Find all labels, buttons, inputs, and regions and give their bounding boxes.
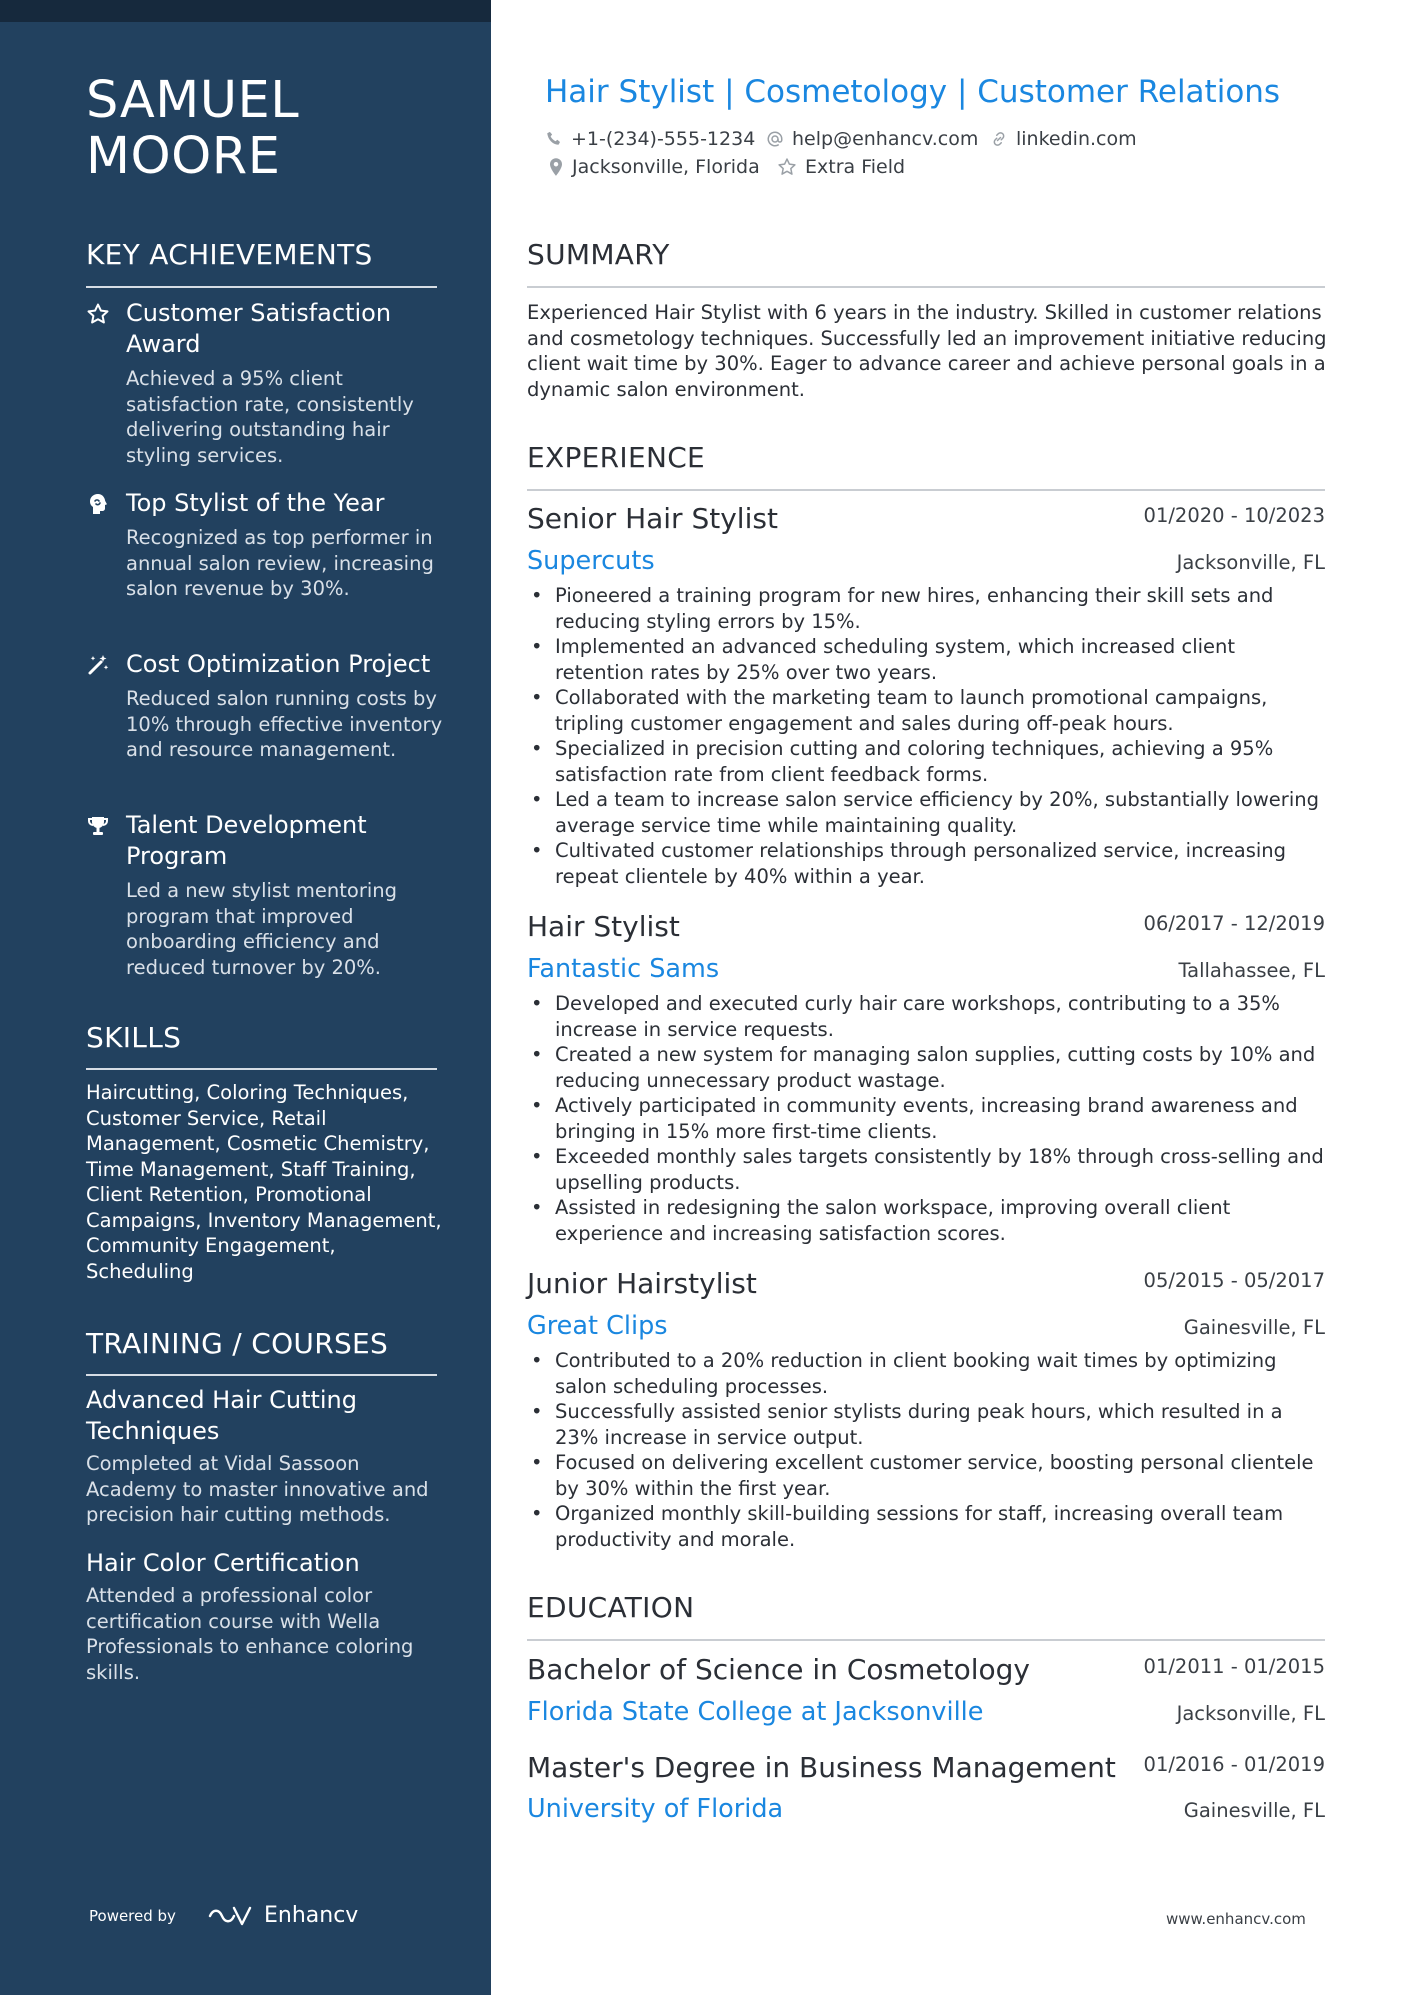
achievements-heading: KEY ACHIEVEMENTS	[86, 238, 373, 271]
edu-school: University of Florida	[527, 1794, 784, 1824]
job-role: Senior Hair Stylist	[527, 502, 778, 535]
course-desc: Attended a professional color certification course with Wella Professionals to enhance coloring skills.	[86, 1584, 414, 1684]
achievement-item	[86, 298, 446, 468]
courses-rule	[86, 1374, 437, 1376]
job-dates: 05/2015 - 05/2017	[1143, 1269, 1325, 1292]
job-location: Jacksonville, FL	[1176, 551, 1325, 574]
location-pin-icon	[548, 157, 564, 177]
achievement-item	[86, 488, 446, 602]
bullet-item: • Led a team to increase salon service efficiency by 20%, substantially lowering average service time while maintaining quality.	[527, 787, 1327, 838]
candidate-name	[86, 73, 299, 185]
sidebar	[0, 0, 491, 1995]
achievement-desc: Achieved a 95% client satisfaction rate, consistently delivering outstanding hair styling services.	[126, 367, 414, 467]
achievement-item	[86, 649, 446, 763]
email-text: help@enhancv.com	[792, 128, 979, 150]
link-text: linkedin.com	[1016, 128, 1137, 150]
headline: Hair Stylist | Cosmetology | Customer Relations	[545, 74, 1281, 110]
contact-link[interactable]	[990, 128, 1137, 150]
edu-header	[527, 1751, 1325, 1785]
bullet-item: • Contributed to a 20% reduction in client booking wait times by optimizing salon scheduling processes.	[527, 1348, 1327, 1399]
job-dates: 01/2020 - 10/2023	[1143, 504, 1325, 527]
wand-icon	[86, 653, 110, 677]
bullet-item: • Successfully assisted senior stylists during peak hours, which resulted in a 23% increase in service output.	[527, 1399, 1327, 1450]
achievement-title: Talent Development Program	[126, 811, 367, 870]
education-rule	[527, 1639, 1325, 1641]
powered-by-label: Powered by	[89, 1907, 176, 1925]
phone-text: +1-(234)-555-1234	[571, 128, 756, 150]
contact-phone[interactable]	[545, 128, 755, 150]
sidebar-top-bar	[0, 0, 491, 22]
name-first: SAMUEL	[86, 71, 300, 130]
job-bullets	[527, 991, 1327, 1246]
courses-heading: TRAINING / COURSES	[86, 1327, 389, 1360]
job-location: Tallahassee, FL	[1178, 959, 1325, 982]
bullet-item: • Implemented an advanced scheduling system, which increased client retention rates by 25% over two years.	[527, 634, 1327, 685]
job-dates: 06/2017 - 12/2019	[1143, 912, 1325, 935]
job-company-row	[527, 544, 1325, 578]
course-title: Advanced Hair Cutting Techniques	[86, 1386, 357, 1445]
experience-rule	[527, 489, 1325, 491]
bullet-item: • Pioneered a training program for new hires, enhancing their skill sets and reducing styling errors by 15%.	[527, 583, 1327, 634]
enhancv-logo-icon	[208, 1904, 254, 1928]
brain-icon	[86, 492, 110, 516]
star-icon	[86, 302, 110, 326]
achievement-desc: Led a new stylist mentoring program that improved onboarding efficiency and reduced turnover by 20%.	[126, 879, 398, 979]
job-bullets	[527, 1348, 1327, 1552]
achievements-rule	[86, 286, 437, 288]
achievement-title: Top Stylist of the Year	[126, 489, 385, 517]
course-title: Hair Color Certification	[86, 1549, 360, 1577]
job-company: Supercuts	[527, 546, 655, 576]
star-outline-icon	[777, 157, 797, 177]
bullet-item: • Collaborated with the marketing team to launch promotional campaigns, tripling customer engagement and sales during off-peak hours.	[527, 685, 1327, 736]
bullet-item: • Actively participated in community events, increasing brand awareness and bringing in 15% more first-time clients.	[527, 1093, 1327, 1144]
contact-extra	[777, 156, 905, 178]
link-icon	[990, 130, 1008, 148]
job-location: Gainesville, FL	[1183, 1316, 1325, 1339]
summary-rule	[527, 286, 1325, 288]
name-last: MOORE	[86, 127, 281, 186]
edu-header	[527, 1653, 1325, 1687]
job-company-row	[527, 1309, 1325, 1343]
course-item	[86, 1548, 446, 1685]
trophy-icon	[86, 814, 110, 838]
bullet-item: • Cultivated customer relationships through personalized service, increasing repeat clientele by 40% within a year.	[527, 838, 1327, 889]
edu-location: Jacksonville, FL	[1176, 1702, 1325, 1725]
at-icon	[766, 130, 784, 148]
achievement-item	[86, 810, 446, 980]
bullet-item: • Created a new system for managing salon supplies, cutting costs by 10% and reducing unnecessary product wastage.	[527, 1042, 1327, 1093]
job-company: Fantastic Sams	[527, 954, 720, 984]
summary-heading: SUMMARY	[527, 238, 670, 271]
bullet-item: • Assisted in redesigning the salon workspace, improving overall client experience and increasing satisfaction scores.	[527, 1195, 1327, 1246]
bullet-item: • Focused on delivering excellent customer service, boosting personal clientele by 30% within the first year.	[527, 1450, 1327, 1501]
course-desc: Completed at Vidal Sassoon Academy to master innovative and precision hair cutting methods.	[86, 1452, 429, 1526]
job-header	[527, 1267, 1325, 1301]
experience-heading: EXPERIENCE	[527, 441, 706, 474]
enhancv-logo[interactable]	[208, 1903, 358, 1928]
achievement-desc: Recognized as top performer in annual salon review, increasing salon revenue by 30%.	[126, 526, 434, 600]
bullet-item: • Organized monthly skill-building sessions for staff, increasing overall team productivity and morale.	[527, 1501, 1327, 1552]
skills-heading: SKILLS	[86, 1021, 182, 1054]
job-company-row	[527, 952, 1325, 986]
job-bullets	[527, 583, 1327, 889]
edu-school: Florida State College at Jacksonville	[527, 1697, 984, 1727]
edu-school-row	[527, 1695, 1325, 1729]
course-item	[86, 1385, 446, 1528]
job-company: Great Clips	[527, 1311, 668, 1341]
job-role: Junior Hairstylist	[527, 1267, 757, 1300]
location-text: Jacksonville, Florida	[572, 156, 760, 178]
edu-school-row	[527, 1792, 1325, 1826]
job-header	[527, 910, 1325, 944]
achievement-title: Cost Optimization Project	[126, 650, 431, 678]
phone-icon	[545, 130, 563, 148]
achievement-title: Customer Satisfaction Award	[126, 299, 392, 358]
job-header	[527, 502, 1325, 536]
brand-name: Enhancv	[264, 1903, 359, 1928]
edu-dates: 01/2011 - 01/2015	[1143, 1655, 1325, 1678]
summary-text: Experienced Hair Stylist with 6 years in the industry. Skilled in customer relations and cosmetology techniques. Successfully led an improvement initiative reducing client wait time by 30%. Eager to advance career and achieve personal goals in a dynamic salon environment.	[527, 301, 1327, 401]
edu-degree: Bachelor of Science in Cosmetology	[527, 1653, 1030, 1686]
bullet-item: • Developed and executed curly hair care workshops, contributing to a 35% increase in service requests.	[527, 991, 1327, 1042]
bullet-item: • Specialized in precision cutting and coloring techniques, achieving a 95% satisfaction rate from client feedback forms.	[527, 736, 1327, 787]
achievement-desc: Reduced salon running costs by 10% through effective inventory and resource management.	[126, 687, 443, 761]
contact-location	[548, 156, 760, 178]
extra-text: Extra Field	[805, 156, 906, 178]
skills-rule	[86, 1068, 437, 1070]
skills-list: Haircutting, Coloring Techniques, Customer Service, Retail Management, Cosmetic Chemistry, Time Management, Staff Training, Client Retention, Promotional Campaigns, Inventory Management, Community Engagement, Scheduling	[86, 1081, 442, 1283]
footer-url[interactable]: www.enhancv.com	[1166, 1910, 1306, 1928]
contact-email[interactable]	[766, 128, 978, 150]
edu-dates: 01/2016 - 01/2019	[1143, 1753, 1325, 1776]
edu-degree: Master's Degree in Business Management	[527, 1751, 1116, 1784]
bullet-item: • Exceeded monthly sales targets consistently by 18% through cross-selling and upselling products.	[527, 1144, 1327, 1195]
education-heading: EDUCATION	[527, 1591, 695, 1624]
job-role: Hair Stylist	[527, 910, 680, 943]
edu-location: Gainesville, FL	[1183, 1799, 1325, 1822]
